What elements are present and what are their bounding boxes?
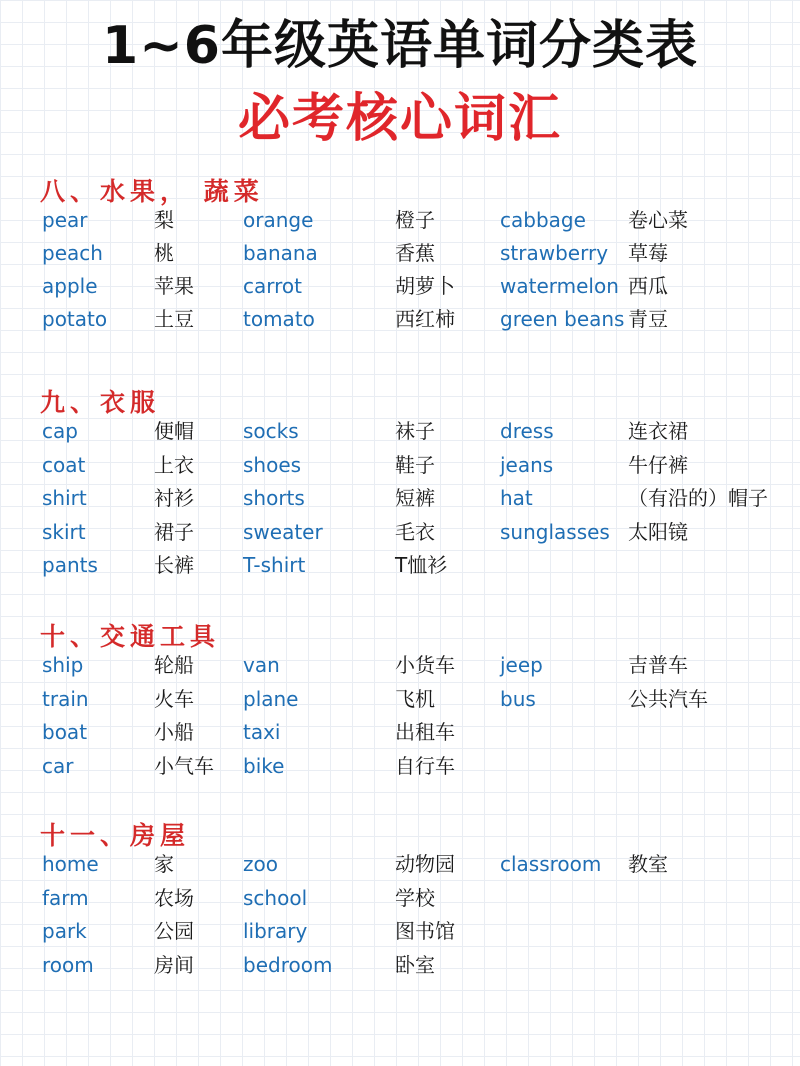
chinese-meaning: 苹果 <box>154 274 194 298</box>
vocab-row <box>0 550 800 580</box>
chinese-meaning: 卷心菜 <box>628 208 688 232</box>
chinese-meaning: 胡萝卜 <box>395 274 455 298</box>
english-word: pear <box>42 208 88 232</box>
vocab-row <box>0 650 800 680</box>
page-title: 1~6年级英语单词分类表 <box>102 16 698 76</box>
vocab-row <box>0 205 800 235</box>
english-word: dress <box>500 419 554 443</box>
chinese-meaning: 小货车 <box>395 653 455 677</box>
english-word: peach <box>42 241 103 265</box>
chinese-meaning: 公共汽车 <box>628 686 708 711</box>
english-word: library <box>243 919 308 943</box>
chinese-meaning: 家 <box>154 852 174 876</box>
chinese-meaning: 火车 <box>154 686 194 711</box>
english-word: car <box>42 753 74 778</box>
chinese-meaning: T恤衫 <box>395 553 448 577</box>
chinese-meaning: 卧室 <box>395 952 435 977</box>
section-heading: 八、水果， 蔬菜 <box>40 177 264 206</box>
vocab-row <box>0 483 800 513</box>
chinese-meaning: 连衣裙 <box>628 419 688 443</box>
chinese-meaning: 桃 <box>154 241 174 265</box>
chinese-meaning: 小气车 <box>154 753 214 778</box>
vocab-row <box>0 751 800 781</box>
chinese-meaning: 青豆 <box>628 307 668 331</box>
vocab-row <box>0 849 800 879</box>
vocab-row <box>0 684 800 714</box>
english-word: green beans <box>500 307 625 331</box>
english-word: orange <box>243 208 314 232</box>
chinese-meaning: 飞机 <box>395 686 435 711</box>
chinese-meaning: 小船 <box>154 720 194 744</box>
english-word: potato <box>42 307 108 331</box>
chinese-meaning: 教室 <box>628 852 668 876</box>
english-word: shorts <box>243 486 305 510</box>
english-word: classroom <box>500 852 602 876</box>
chinese-meaning: 自行车 <box>395 753 455 778</box>
english-word: socks <box>243 419 299 443</box>
chinese-meaning: 出租车 <box>395 720 455 744</box>
chinese-meaning: 房间 <box>154 952 194 977</box>
english-word: cabbage <box>500 208 586 232</box>
vocab-row <box>0 517 800 547</box>
vocab-row <box>0 416 800 446</box>
english-word: bus <box>500 686 536 711</box>
chinese-meaning: 动物园 <box>395 852 455 876</box>
chinese-meaning: 裙子 <box>154 519 194 544</box>
chinese-meaning: 土豆 <box>154 307 194 331</box>
english-word: plane <box>243 686 299 711</box>
chinese-meaning: 太阳镜 <box>628 519 688 544</box>
chinese-meaning: 农场 <box>154 885 194 910</box>
english-word: taxi <box>243 720 281 744</box>
chinese-meaning: 衬衫 <box>154 486 194 510</box>
english-word: skirt <box>42 519 86 544</box>
section-heading: 十、交通工具 <box>40 622 221 651</box>
english-word: carrot <box>243 274 302 298</box>
vocab-row <box>0 450 800 480</box>
english-word: sweater <box>243 519 323 544</box>
english-word: strawberry <box>500 241 609 265</box>
english-word: cap <box>42 419 78 443</box>
vocab-row <box>0 717 800 747</box>
vocab-row <box>0 271 800 301</box>
chinese-meaning: 轮船 <box>154 653 194 677</box>
english-word: room <box>42 952 94 977</box>
chinese-meaning: 毛衣 <box>395 519 435 544</box>
english-word: zoo <box>243 852 278 876</box>
english-word: jeans <box>500 452 554 477</box>
page-subtitle: 必考核心词汇 <box>237 88 562 149</box>
chinese-meaning: 香蕉 <box>395 241 435 265</box>
english-word: bike <box>243 753 285 778</box>
chinese-meaning: 吉普车 <box>628 653 688 677</box>
english-word: park <box>42 919 87 943</box>
english-word: sunglasses <box>500 519 610 544</box>
english-word: apple <box>42 274 98 298</box>
vocab-row <box>0 916 800 946</box>
chinese-meaning: （有沿的）帽子 <box>628 486 768 510</box>
chinese-meaning: 草莓 <box>628 241 668 265</box>
english-word: watermelon <box>500 274 619 298</box>
chinese-meaning: 西红柿 <box>395 307 455 331</box>
section-heading: 十一、房屋 <box>40 821 191 850</box>
english-word: coat <box>42 452 86 477</box>
english-word: farm <box>42 885 89 910</box>
english-word: home <box>42 852 99 876</box>
chinese-meaning: 公园 <box>154 919 194 943</box>
chinese-meaning: 鞋子 <box>395 452 435 477</box>
english-word: T-shirt <box>243 553 306 577</box>
english-word: van <box>243 653 280 677</box>
english-word: hat <box>500 486 533 510</box>
chinese-meaning: 短裤 <box>395 486 435 510</box>
vocab-row <box>0 883 800 913</box>
english-word: boat <box>42 720 88 744</box>
vocab-row <box>0 238 800 268</box>
chinese-meaning: 图书馆 <box>395 919 455 943</box>
english-word: banana <box>243 241 318 265</box>
vocab-row <box>0 950 800 980</box>
chinese-meaning: 梨 <box>154 208 174 232</box>
chinese-meaning: 便帽 <box>154 419 194 443</box>
english-word: jeep <box>500 653 543 677</box>
english-word: shoes <box>243 452 302 477</box>
vocab-row <box>0 304 800 334</box>
chinese-meaning: 学校 <box>395 885 435 910</box>
chinese-meaning: 牛仔裤 <box>628 452 688 477</box>
english-word: shirt <box>42 486 87 510</box>
chinese-meaning: 袜子 <box>395 419 435 443</box>
english-word: ship <box>42 653 84 677</box>
chinese-meaning: 西瓜 <box>628 274 668 298</box>
english-word: bedroom <box>243 952 333 977</box>
chinese-meaning: 橙子 <box>395 208 435 232</box>
section-heading: 九、衣服 <box>40 388 161 417</box>
english-word: train <box>42 686 89 711</box>
english-word: pants <box>42 553 98 577</box>
chinese-meaning: 上衣 <box>154 452 194 477</box>
english-word: tomato <box>243 307 315 331</box>
english-word: school <box>243 885 308 910</box>
chinese-meaning: 长裤 <box>154 553 194 577</box>
